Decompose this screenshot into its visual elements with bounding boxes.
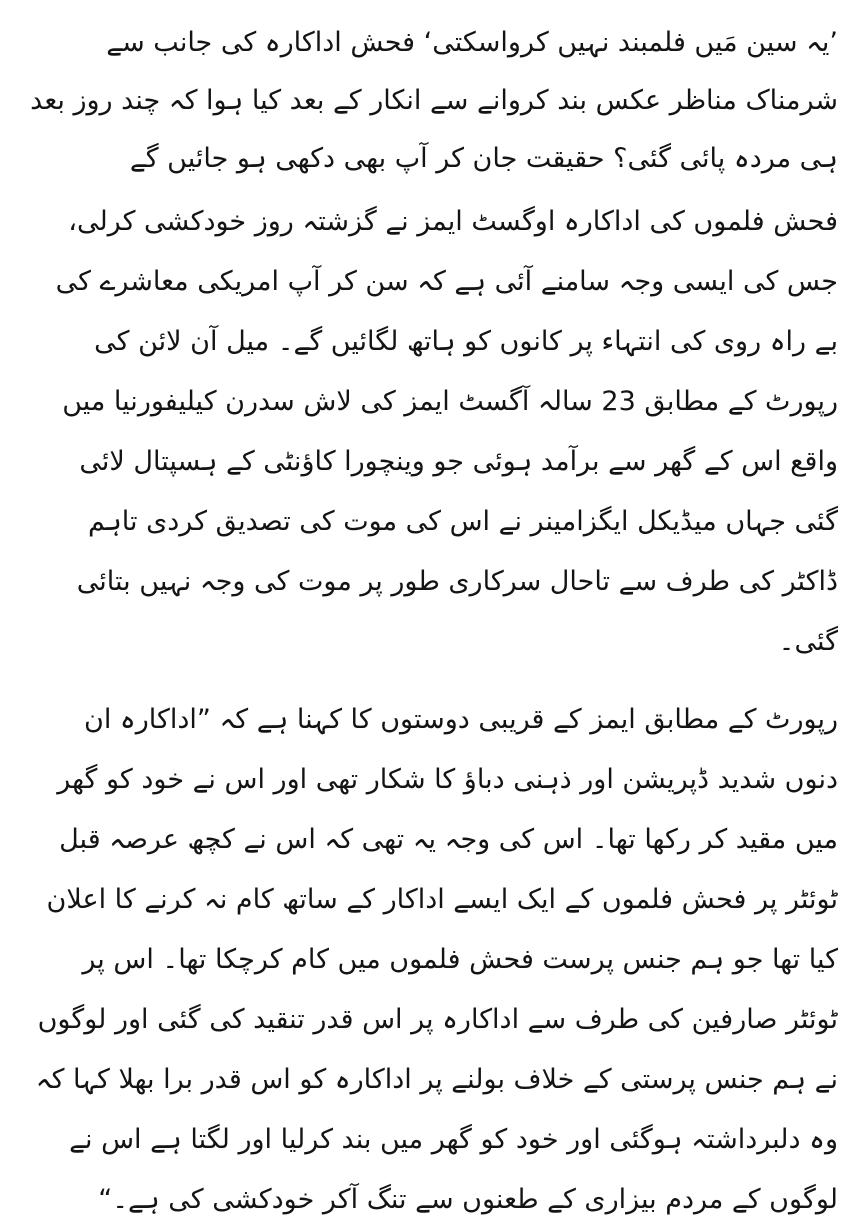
article <box>28 14 838 1230</box>
article-paragraph-1: فحش فلموں کی اداکارہ اوگسٹ ایمز نے گزشتہ روز خودکشی کرلی، جس کی ایسی وجہ سامنے آئی ہے کہ سن کر آپ امریکی معاشرے کی بے راہ روی کی انتہاء پر کانوں کو ہاتھ لگائیں گے۔ میل آن لائن کی رپورٹ کے مطابق 23 سالہ آگسٹ ایمز کی لاش سدرن کیلیفورنیا میں واقع اس کے گھر سے برآمد ہوئی جو وینچورا کاﺅنٹی کے ہسپتال لائی گئی جہاں میڈیکل ایگزامینر نے اس کی موت کی تصدیق کردی تاہم ڈاکٹر کی طرف سے تاحال سرکاری طور پر موت کی وجہ نہیں بتائی گئی۔ <box>55 206 838 657</box>
article-headline: ’یہ سین مَیں فلمبند نہیں کرواسکتی‘ فحش اداکارہ کی جانب سے شرمناک مناظر عکس بند کروانے سے انکار کے بعد کیا ہوا کہ چند روز بعد ہی مردہ پائی گئی؟ حقیقت جان کر آپ بھی دکھی ہو جائیں گے <box>30 27 838 174</box>
article-paragraph-2: رپورٹ کے مطابق ایمز کے قریبی دوستوں کا کہنا ہے کہ ”اداکارہ ان دنوں شدید ڈپریشن اور ذہنی دباﺅ کا شکار تھی اور اس نے خود کو گھر میں مقید کر رکھا تھا۔ اس کی وجہ یہ تھی کہ اس نے کچھ عرصہ قبل ٹوئٹر پر فحش فلموں کے ایک ایسے اداکار کے ساتھ کام نہ کرنے کا اعلان کیا تھا جو ہم جنس پرست فحش فلموں میں کام کرچکا تھا۔ اس پر ٹوئٹر صارفین کی طرف سے اداکارہ پر اس قدر تنقید کی گئی اور لوگوں نے ہم جنس پرستی کے خلاف بولنے پر اداکارہ کو اس قدر برا بھلا کہا کہ وہ دلبرداشتہ ہوگئی اور خود کو گھر میں بند کرلیا اور لگتا ہے اس نے لوگوں کے مردم بیزاری کے طعنوں سے تنگ آکر خودکشی کی ہے۔“ <box>35 704 838 1215</box>
